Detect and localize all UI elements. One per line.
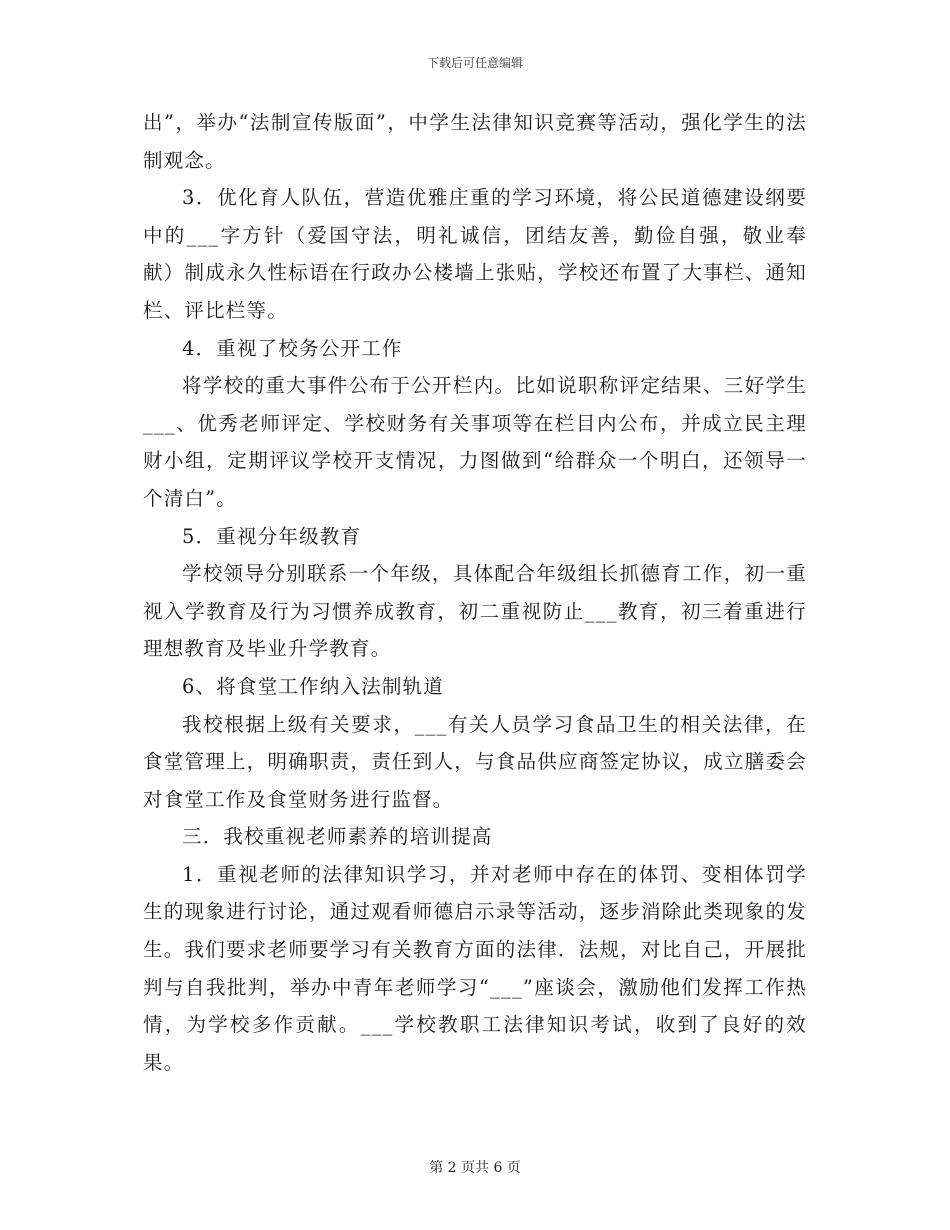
paragraph-6: 1．重视老师的法律知识学习，并对老师中存在的体罚、变相体罚学生的现象进行讨论，通过观看师德启示录等活动，逐步消除此类现象的发生。我们要求老师要学习有关教育方面的法律．法规，对比自己，开展批判与自我批判，举办中青年老师学习“___”座谈会，激励他们发挥工作热情，为学校多作贡献。___学校教职工法律知识考试，收到了良好的效果。 <box>143 862 807 1074</box>
page-number: 第 2 页共 6 页 <box>429 1160 521 1176</box>
section-heading-5: 5．重视分年级教育 <box>182 524 362 548</box>
document-body <box>143 104 807 1081</box>
paragraph-2: 3．优化育人队伍，营造优雅庄重的学习环境，将公民道德建设纲要中的___字方针（爱国守法，明礼诚信，团结友善，勤俭自强，敬业奉献）制成永久性标语在行政办公楼墙上张贴，学校还布置了大事栏、通知栏、评比栏等。 <box>143 186 807 322</box>
paragraph-4: 学校领导分别联系一个年级，具体配合年级组长抓德育工作，初一重视入学教育及行为习惯养成教育，初二重视防止___教育，初三着重进行理想教育及毕业升学教育。 <box>143 562 807 661</box>
paragraph-5: 我校根据上级有关要求，___有关人员学习食品卫生的相关法律，在食堂管理上，明确职责，责任到人，与食品供应商签定协议，成立膳委会对食堂工作及食堂财务进行监督。 <box>143 712 807 811</box>
paragraph-1: 出”，举办“法制宣传版面”，中学生法律知识竞赛等活动，强化学生的法制观念。 <box>143 111 807 172</box>
section-heading-4: 4．重视了校务公开工作 <box>182 336 403 360</box>
chapter-heading-3: 三．我校重视老师素养的培训提高 <box>182 825 493 849</box>
page-header-note: 下载后可任意编辑 <box>426 56 523 70</box>
section-heading-6: 6、将食堂工作纳入法制轨道 <box>182 674 445 698</box>
paragraph-3: 将学校的重大事件公布于公开栏内。比如说职称评定结果、三好学生___、优秀老师评定、学校财务有关事项等在栏目内公布，并成立民主理财小组，定期评议学校开支情况，力图做到“给群众一个明白，还领导一个清白”。 <box>143 374 807 510</box>
